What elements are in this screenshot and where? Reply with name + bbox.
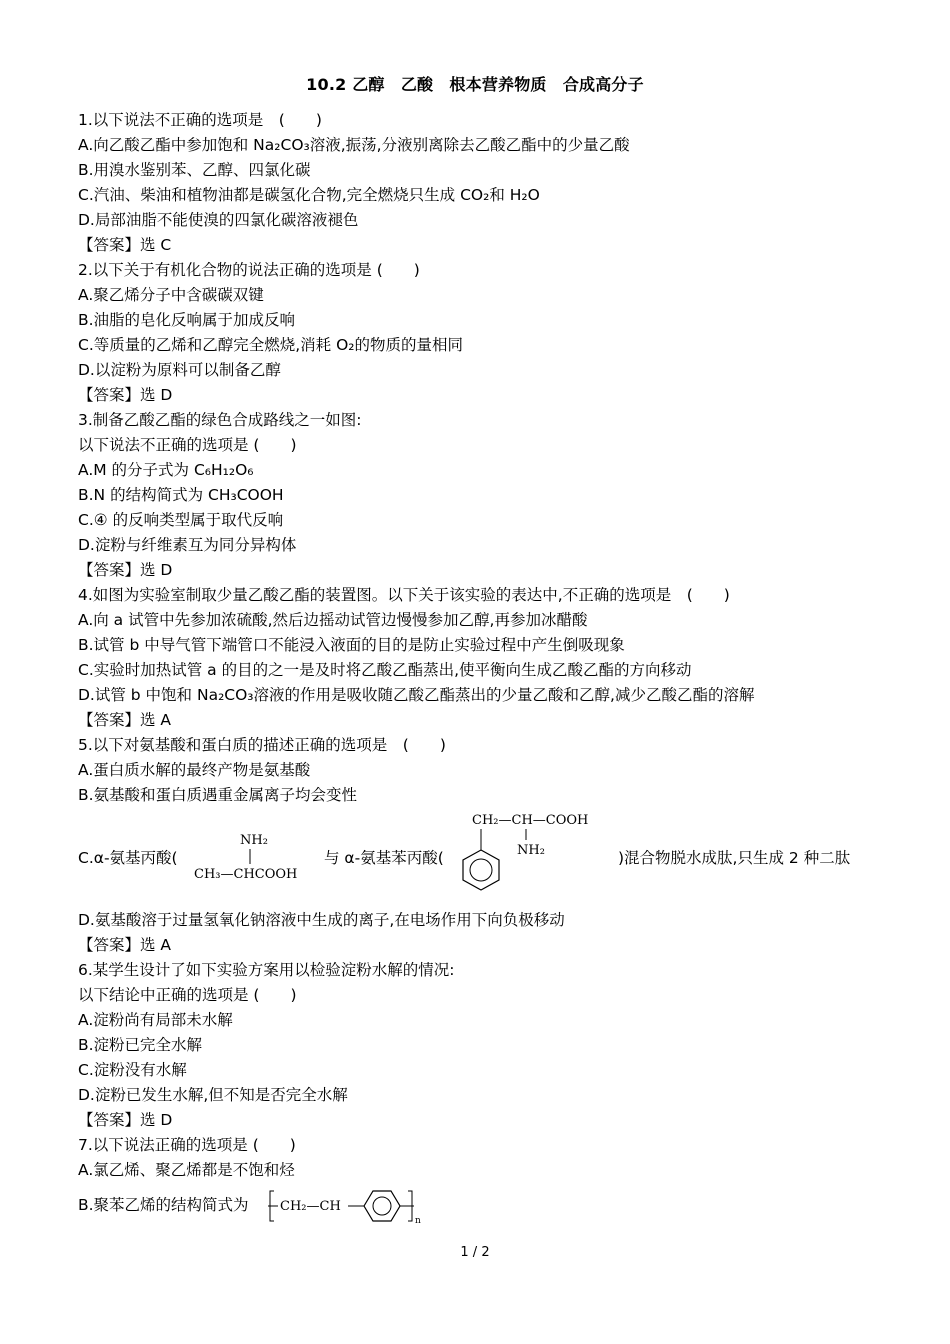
question-4-option-a: A.向 a 试管中先参加浓硫酸,然后边摇动试管边慢慢参加乙醇,再参加冰醋酸: [78, 611, 588, 629]
option-b-text: B.聚苯乙烯的结构简式为: [78, 1196, 249, 1214]
phenylalanine-structure: [456, 810, 616, 895]
question-7-option-b: [78, 1183, 908, 1231]
question-6-stem: 6.某学生设计了如下实验方案用以检验淀粉水解的情况:: [78, 961, 455, 979]
question-4-answer: 【答案】选 A: [78, 711, 172, 729]
question-1-option-d: D.局部油脂不能使溴的四氯化碳溶液褪色: [78, 211, 359, 229]
question-6-option-b: B.淀粉已完全水解: [78, 1036, 203, 1054]
question-6-option-c: C.淀粉没有水解: [78, 1061, 187, 1079]
question-3-option-b: B.N 的结构简式为 CH₃COOH: [78, 486, 284, 504]
question-5-option-a: A.蛋白质水解的最终产物是氨基酸: [78, 761, 311, 779]
question-5-option-d: D.氨基酸溶于过量氢氧化钠溶液中生成的离子,在电场作用下向负极移动: [78, 911, 565, 929]
question-2-option-c: C.等质量的乙烯和乙醇完全燃烧,消耗 O₂的物质的量相同: [78, 336, 464, 354]
question-5-option-b: B.氨基酸和蛋白质遇重金属离子均会变性: [78, 786, 358, 804]
question-6-answer: 【答案】选 D: [78, 1111, 173, 1129]
phe-nh2-label: NH₂: [517, 843, 545, 858]
option-c-text-1: C.α-氨基丙酸(: [78, 849, 178, 867]
question-3-option-d: D.淀粉与纤维素互为同分异构体: [78, 536, 297, 554]
question-2-stem: 2.以下关于有机化合物的说法正确的选项是 ( ): [78, 261, 420, 279]
document-body: [78, 108, 908, 1231]
alanine-chain-label: CH₃—CHCOOH: [194, 867, 298, 882]
alanine-nh2-label: NH₂: [240, 833, 268, 848]
question-5-answer: 【答案】选 A: [78, 936, 172, 954]
question-2-answer: 【答案】选 D: [78, 386, 173, 404]
question-3-option-a: A.M 的分子式为 C₆H₁₂O₆: [78, 461, 254, 479]
question-2-option-a: A.聚乙烯分子中含碳碳双键: [78, 286, 264, 304]
phe-chain-label: CH₂—CH—COOH: [472, 813, 589, 828]
question-4-option-b: B.试管 b 中导气管下端管口不能浸入液面的目的是防止实验过程中产生倒吸现象: [78, 636, 625, 654]
question-1-answer: 【答案】选 C: [78, 236, 172, 254]
question-2-option-b: B.油脂的皂化反响属于加成反响: [78, 311, 296, 329]
question-5-option-c: [78, 808, 908, 908]
question-7-stem: 7.以下说法正确的选项是 ( ): [78, 1136, 296, 1154]
question-4-option-c: C.实验时加热试管 a 的目的之一是及时将乙酸乙酯蒸出,使平衡向生成乙酸乙酯的方向移动: [78, 661, 692, 679]
question-6-option-a: A.淀粉尚有局部未水解: [78, 1011, 233, 1029]
question-3-option-c: C.④ 的反响类型属于取代反响: [78, 511, 284, 529]
question-3-answer: 【答案】选 D: [78, 561, 173, 579]
option-c-text-3: )混合物脱水成肽,只生成 2 种二肽: [618, 849, 851, 867]
question-1-stem: 1.以下说法不正确的选项是 ( ): [78, 111, 322, 129]
question-6-option-d: D.淀粉已发生水解,但不知是否完全水解: [78, 1086, 348, 1104]
benzene-aromatic-circle: [373, 1197, 391, 1215]
question-6-stem-2: 以下结论中正确的选项是 ( ): [78, 986, 297, 1004]
question-2-option-d: D.以淀粉为原料可以制备乙醇: [78, 361, 281, 379]
question-5-stem: 5.以下对氨基酸和蛋白质的描述正确的选项是 ( ): [78, 736, 446, 754]
question-3-stem-2: 以下说法不正确的选项是 ( ): [78, 436, 297, 454]
question-1-option-b: B.用溴水鉴别苯、乙醇、四氯化碳: [78, 161, 311, 179]
question-4-stem: 4.如图为实验室制取少量乙酸乙酯的装置图。以下关于该实验的表达中,不正确的选项是 ( ): [78, 586, 730, 604]
polystyrene-chain-label: CH₂—CH: [280, 1199, 341, 1214]
question-7-option-a: A.氯乙烯、聚乙烯都是不饱和烃: [78, 1161, 295, 1179]
question-3-stem: 3.制备乙酸乙酯的绿色合成路线之一如图:: [78, 411, 362, 429]
option-c-text-2: 与 α-氨基苯丙酸(: [324, 849, 444, 867]
benzene-ring-icon: [463, 850, 499, 890]
benzene-ring-icon: [364, 1191, 400, 1221]
polystyrene-structure: [268, 1183, 438, 1229]
alanine-structure: [190, 830, 330, 890]
page-number: 1 / 2: [460, 1245, 490, 1260]
question-4-option-d: D.试管 b 中饱和 Na₂CO₃溶液的作用是吸收随乙酸乙酯蒸出的少量乙酸和乙醇,减少乙酸乙酯的溶解: [78, 686, 755, 704]
question-1-option-a: A.向乙酸乙酯中参加饱和 Na₂CO₃溶液,振荡,分液别离除去乙酸乙酯中的少量乙酸: [78, 136, 630, 154]
benzene-aromatic-circle: [470, 859, 492, 881]
polymer-n-subscript: n: [415, 1216, 421, 1226]
question-1-option-c: C.汽油、柴油和植物油都是碳氢化合物,完全燃烧只生成 CO₂和 H₂O: [78, 186, 540, 204]
page-title: 10.2 乙醇 乙酸 根本营养物质 合成高分子: [306, 75, 644, 94]
